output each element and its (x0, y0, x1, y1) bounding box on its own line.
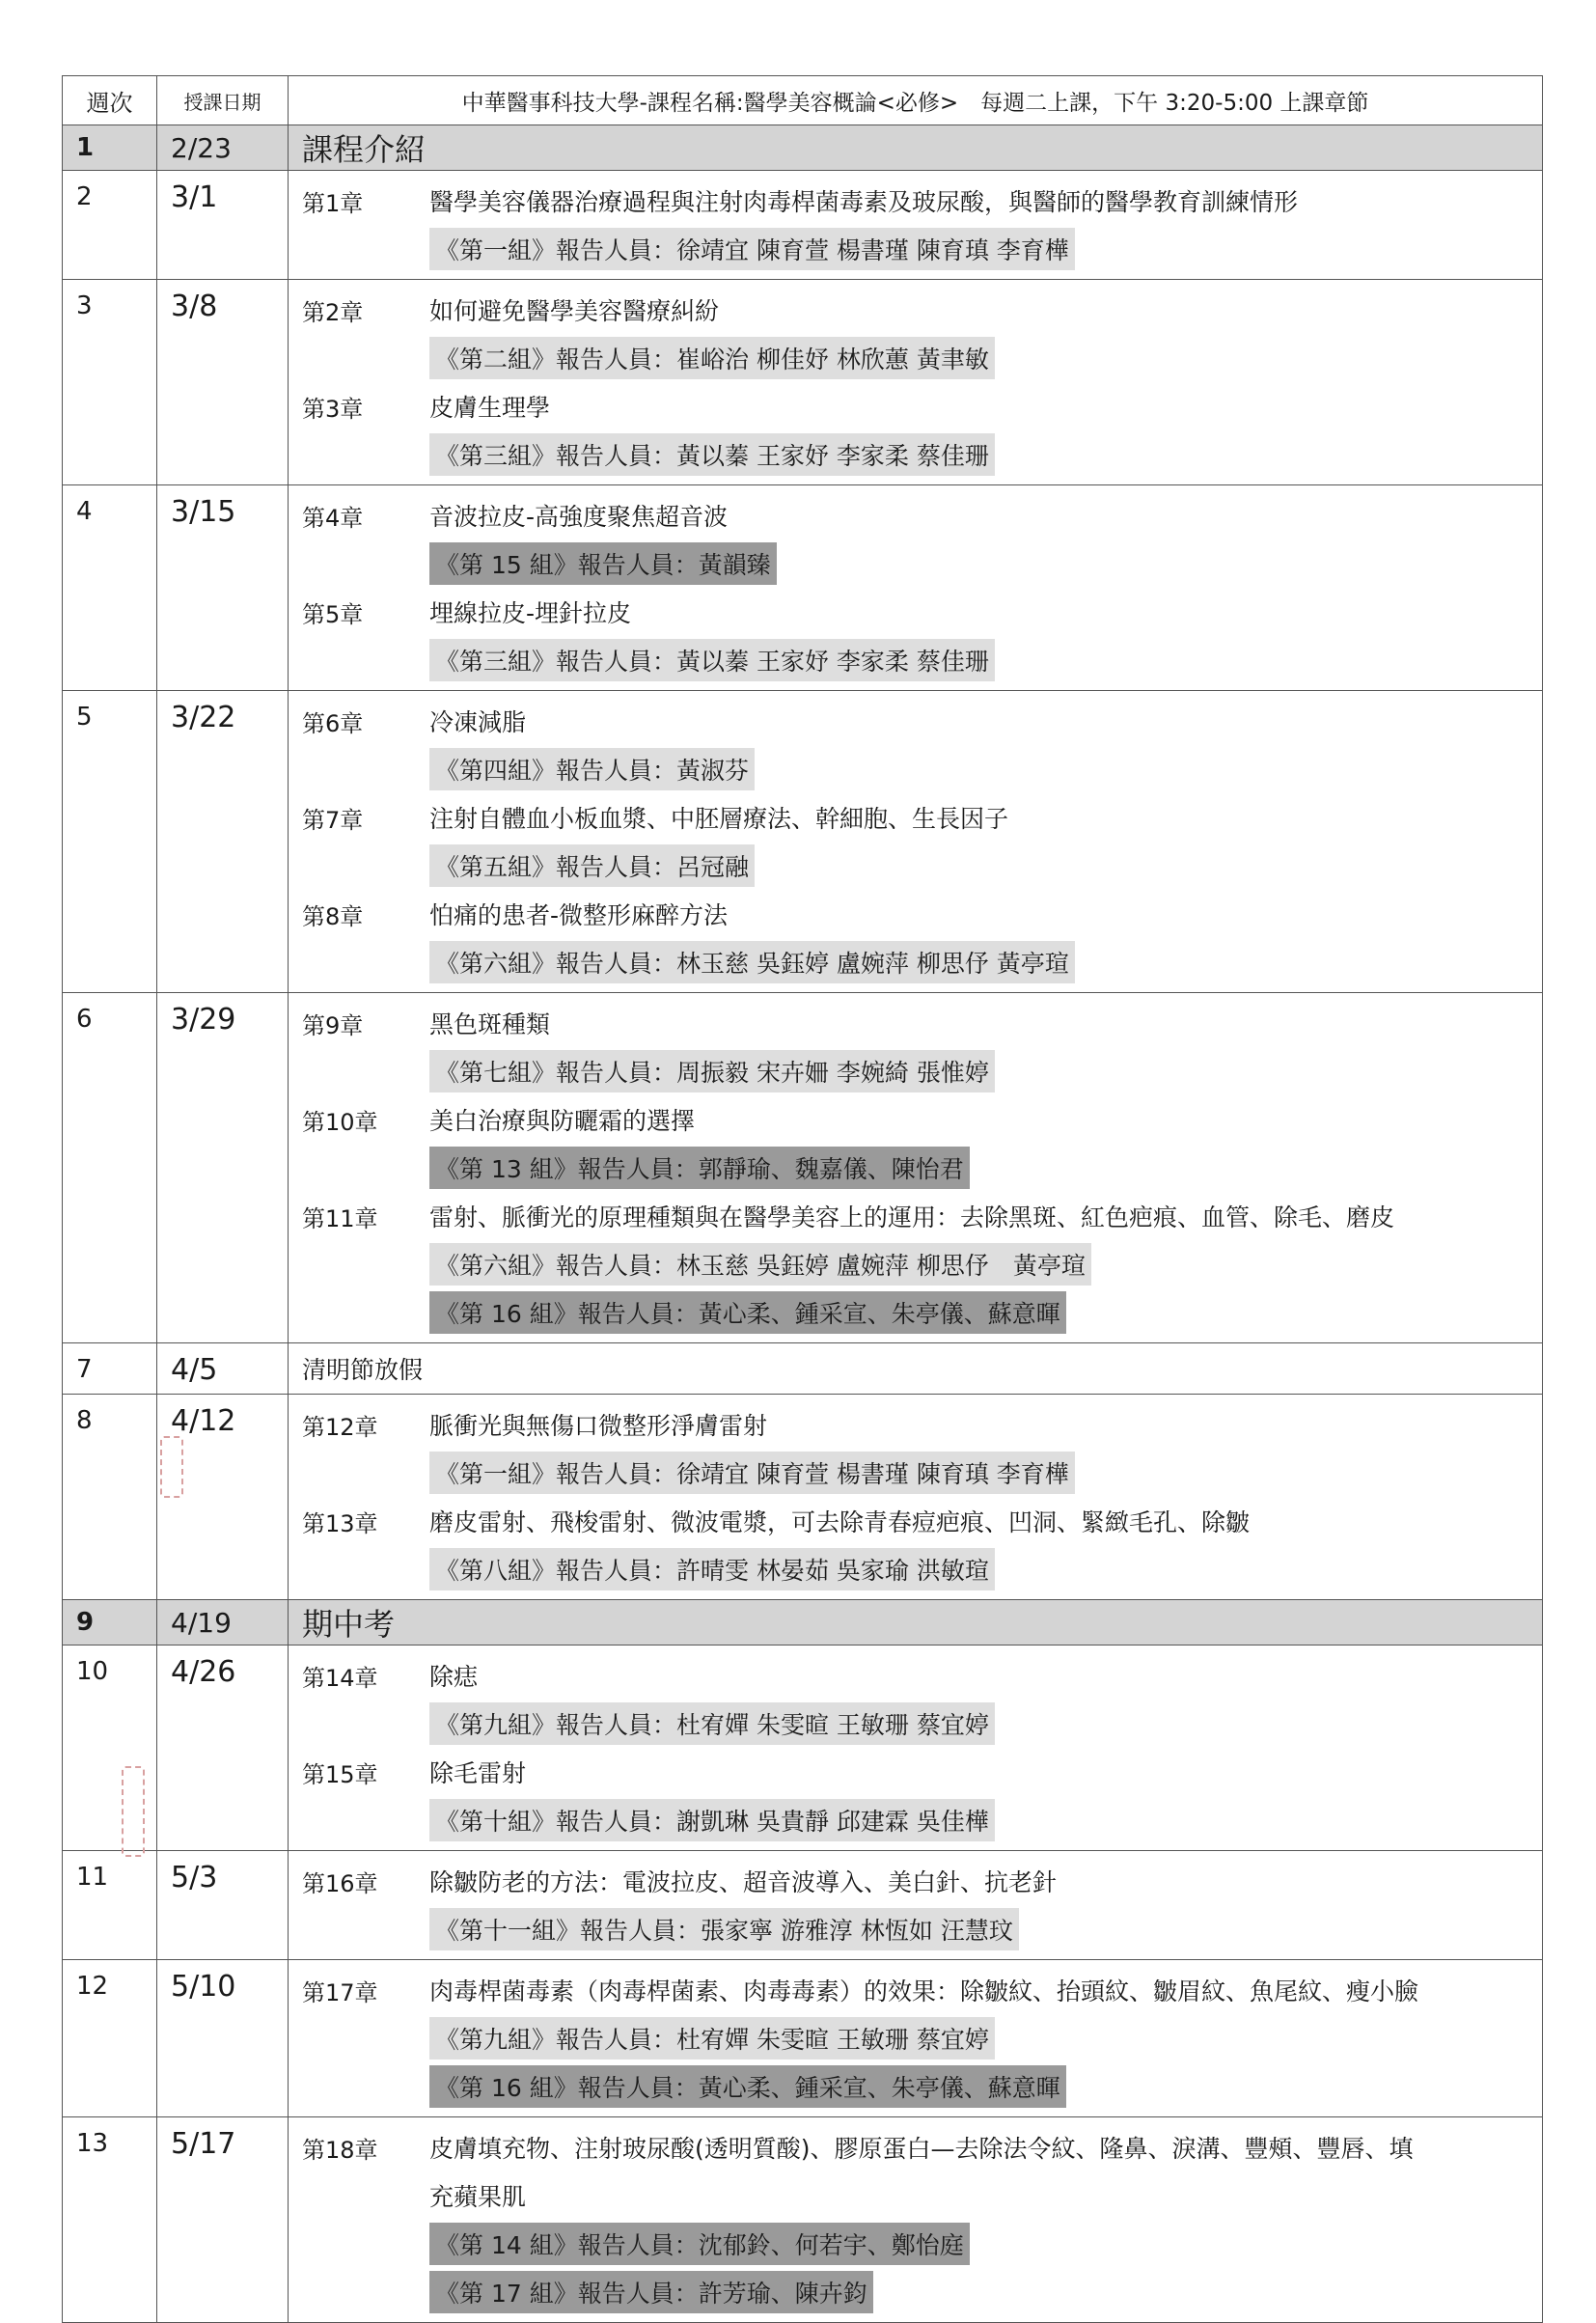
group-line (302, 842, 1532, 890)
chapter-list (289, 171, 1542, 279)
group-line (302, 1288, 1532, 1337)
chapter-topic: 注射自體血小板血漿、中胚層療法、幹細胞、生長因子 (429, 805, 1009, 833)
chapter-line (302, 1400, 1532, 1449)
session-content (289, 280, 1543, 485)
session-content (289, 993, 1543, 1343)
chapter-label: 第13章 (302, 1509, 378, 1537)
chapter-line (302, 890, 1532, 938)
group-presenters: 《第五組》報告人員：呂冠融 (429, 844, 755, 887)
group-line (302, 636, 1532, 684)
chapter-line (302, 2123, 1532, 2171)
group-presenters: 《第 16 組》報告人員：黃心柔、鍾采宣、朱亭儀、蘇意暉 (429, 1291, 1066, 1334)
class-date: 3/29 (157, 993, 289, 1343)
chapter-label: 第10章 (302, 1108, 378, 1136)
week-number: 3 (63, 280, 157, 485)
class-date: 3/22 (157, 691, 289, 993)
week-number (63, 125, 157, 171)
group-presenters: 《第三組》報告人員：黃以蓁 王家妤 李家柔 蔡佳珊 (429, 433, 995, 476)
chapter-line (302, 286, 1532, 334)
chapter-line (302, 1497, 1532, 1545)
week-number: 4 (63, 485, 157, 691)
session-title (289, 1600, 1543, 1645)
chapter-topic: 怕痛的患者-微整形麻醉方法 (429, 901, 729, 929)
chapter-line (302, 382, 1532, 430)
group-line (302, 2014, 1532, 2062)
chapter-list (289, 2117, 1542, 2322)
group-line (302, 1700, 1532, 1748)
class-date: 3/8 (157, 280, 289, 485)
chapter-line (302, 177, 1532, 225)
session-content (289, 485, 1543, 691)
week-number: 13 (63, 2117, 157, 2323)
chapter-topic: 肉毒桿菌毒素（肉毒桿菌素、肉毒毒素）的效果：除皺紋、抬頭紋、皺眉紋、魚尾紋、瘦小臉 (429, 1977, 1419, 2005)
chapter-label: 第2章 (302, 298, 364, 326)
schedule-sheet (62, 75, 1542, 2323)
group-presenters: 《第一組》報告人員：徐靖宜 陳育萱 楊書瑾 陳育瑱 李育樺 (429, 1452, 1075, 1494)
group-presenters: 《第 13 組》報告人員：郭靜瑜、魏嘉儀、陳怡君 (429, 1147, 970, 1189)
class-date (157, 1600, 289, 1645)
schedule-row (63, 2117, 1543, 2323)
schedule-row (63, 1600, 1543, 1645)
group-line (302, 225, 1532, 273)
chapter-line (302, 1748, 1532, 1796)
session-content (289, 2117, 1543, 2323)
class-date: 5/10 (157, 1960, 289, 2117)
chapter-line (302, 793, 1532, 842)
group-presenters: 《第一組》報告人員：徐靖宜 陳育萱 楊書瑾 陳育瑱 李育樺 (429, 228, 1075, 270)
chapter-label: 第5章 (302, 600, 364, 628)
chapter-topic: 埋線拉皮-埋針拉皮 (429, 599, 632, 627)
chapter-line (302, 1966, 1532, 2014)
chapter-topic: 除皺防老的方法：電波拉皮、超音波導入、美白針、抗老針 (429, 1868, 1058, 1896)
header-course-title: 中華醫事科技大學-課程名稱:醫學美容概論<必修> 每週二上課，下午 3:20-5:00 上課章節 (289, 76, 1543, 125)
group-line (302, 539, 1532, 588)
class-date-text: 4/19 (171, 1606, 232, 1639)
class-date (157, 125, 289, 171)
week-number: 10 (63, 1645, 157, 1851)
group-line (302, 334, 1532, 382)
group-line (302, 938, 1532, 986)
group-presenters: 《第 15 組》報告人員：黃韻臻 (429, 542, 777, 585)
group-presenters: 《第八組》報告人員：許晴雯 林晏茹 吳家瑜 洪敏瑄 (429, 1548, 995, 1590)
session-content (289, 1851, 1543, 1960)
group-presenters: 《第六組》報告人員：林玉慈 吳鈺婷 盧婉萍 柳思伃 黃亭瑄 (429, 941, 1075, 983)
group-presenters: 《第四組》報告人員：黃淑芬 (429, 748, 755, 790)
session-content (289, 1645, 1543, 1851)
chapter-line (302, 1192, 1532, 1240)
group-line (302, 1545, 1532, 1593)
header-row (63, 76, 1543, 125)
chapter-label: 第9章 (302, 1011, 364, 1039)
session-content (289, 691, 1543, 993)
chapter-topic: 黑色斑種類 (429, 1010, 551, 1038)
group-presenters: 《第六組》報告人員：林玉慈 吳鈺婷 盧婉萍 柳思伃 黃亭瑄 (429, 1243, 1091, 1286)
class-date: 5/3 (157, 1851, 289, 1960)
chapter-topic: 如何避免醫學美容醫療糾紛 (429, 297, 720, 325)
chapter-topic-continued: 充蘋果肌 (429, 2183, 527, 2211)
class-date: 3/1 (157, 171, 289, 280)
session-title-text: 期中考 (302, 1606, 396, 1643)
schedule-row (63, 1395, 1543, 1600)
schedule-row (63, 1645, 1543, 1851)
session-content (289, 1960, 1543, 2117)
group-presenters: 《第九組》報告人員：杜宥嬋 朱雯暄 王敏珊 蔡宜婷 (429, 1702, 995, 1745)
schedule-row (63, 125, 1543, 171)
schedule-row (63, 993, 1543, 1343)
schedule-row (63, 280, 1543, 485)
week-number: 6 (63, 993, 157, 1343)
week-number (63, 1600, 157, 1645)
chapter-line (302, 1095, 1532, 1144)
group-line (302, 2062, 1532, 2111)
group-presenters: 《第十組》報告人員：謝凱琳 吳貴靜 邱建霖 吳佳樺 (429, 1799, 995, 1841)
week-number-text: 9 (76, 1608, 95, 1637)
class-date: 4/5 (157, 1343, 289, 1395)
group-presenters: 《第 16 組》報告人員：黃心柔、鍾采宣、朱亭儀、蘇意暉 (429, 2065, 1066, 2108)
week-number: 7 (63, 1343, 157, 1395)
chapter-list (289, 280, 1542, 484)
chapter-line-continued (302, 2171, 1532, 2220)
session-title (289, 125, 1543, 171)
week-number: 5 (63, 691, 157, 993)
week-number: 2 (63, 171, 157, 280)
chapter-label: 第4章 (302, 504, 364, 532)
chapter-label: 第15章 (302, 1760, 378, 1788)
chapter-list (289, 1851, 1542, 1959)
schedule-row (63, 691, 1543, 993)
session-content (289, 1395, 1543, 1600)
chapter-list (289, 1645, 1542, 1850)
group-line (302, 745, 1532, 793)
week-number: 8 (63, 1395, 157, 1600)
schedule-row (63, 171, 1543, 280)
chapter-topic: 雷射、脈衝光的原理種類與在醫學美容上的運用：去除黑斑、紅色疤痕、血管、除毛、磨皮 (429, 1203, 1395, 1231)
chapter-line (302, 1651, 1532, 1700)
schedule-row (63, 485, 1543, 691)
class-date-text: 2/23 (171, 131, 232, 164)
group-presenters: 《第二組》報告人員：崔峪治 柳佳妤 林欣蕙 黃聿敏 (429, 337, 995, 379)
session-title-text: 課程介紹 (302, 131, 427, 168)
session-content (289, 171, 1543, 280)
group-presenters: 《第十一組》報告人員：張家寧 游雅淳 林恆如 汪慧玟 (429, 1908, 1019, 1950)
week-number: 12 (63, 1960, 157, 2117)
chapter-label: 第3章 (302, 395, 364, 423)
group-presenters: 《第九組》報告人員：杜宥嬋 朱雯暄 王敏珊 蔡宜婷 (429, 2017, 995, 2060)
chapter-list (289, 1960, 1542, 2116)
chapter-line (302, 1857, 1532, 1905)
stamp-mark (160, 1436, 183, 1498)
chapter-list (289, 485, 1542, 690)
chapter-topic: 脈衝光與無傷口微整形淨膚雷射 (429, 1412, 768, 1440)
chapter-topic: 美白治療與防曬霜的選擇 (429, 1107, 696, 1135)
group-line (302, 2268, 1532, 2316)
chapter-label: 第8章 (302, 902, 364, 930)
chapter-label: 第16章 (302, 1869, 378, 1897)
chapter-label: 第1章 (302, 189, 364, 217)
group-line (302, 1047, 1532, 1095)
group-presenters: 《第 14 組》報告人員：沈郁鈴、何若宇、鄭怡庭 (429, 2223, 970, 2265)
chapter-label: 第18章 (302, 2136, 378, 2164)
class-date: 4/26 (157, 1645, 289, 1851)
week-number: 11 (63, 1851, 157, 1960)
chapter-line (302, 491, 1532, 539)
class-date: 3/15 (157, 485, 289, 691)
schedule-table (62, 75, 1543, 2323)
chapter-label: 第7章 (302, 806, 364, 834)
chapter-topic: 除毛雷射 (429, 1759, 527, 1787)
chapter-label: 第6章 (302, 709, 364, 737)
header-date: 授課日期 (157, 76, 289, 125)
chapter-label: 第11章 (302, 1204, 378, 1232)
group-line (302, 1144, 1532, 1192)
chapter-label: 第14章 (302, 1664, 378, 1692)
chapter-label: 第17章 (302, 1978, 378, 2006)
chapter-list (289, 993, 1542, 1342)
week-number-text: 1 (76, 133, 95, 162)
schedule-row (63, 1343, 1543, 1395)
chapter-label: 第12章 (302, 1413, 378, 1441)
chapter-topic: 皮膚填充物、注射玻尿酸(透明質酸)、膠原蛋白—去除法令紋、隆鼻、淚溝、豐頰、豐唇、填 (429, 2135, 1414, 2163)
schedule-row (63, 1851, 1543, 1960)
group-line (302, 1905, 1532, 1953)
header-week: 週次 (63, 76, 157, 125)
chapter-line (302, 697, 1532, 745)
chapter-topic: 音波拉皮-高強度聚焦超音波 (429, 503, 729, 531)
group-line (302, 1240, 1532, 1288)
chapter-topic: 除痣 (429, 1663, 479, 1691)
chapter-line (302, 588, 1532, 636)
chapter-line (302, 999, 1532, 1047)
session-content (289, 1343, 1543, 1395)
group-presenters: 《第七組》報告人員：周振毅 宋卉姍 李婉綺 張惟婷 (429, 1050, 995, 1092)
chapter-topic: 皮膚生理學 (429, 394, 551, 422)
class-date: 5/17 (157, 2117, 289, 2323)
chapter-list (289, 1395, 1542, 1599)
chapter-topic: 磨皮雷射、飛梭雷射、微波電漿，可去除青春痘疤痕、凹洞、緊緻毛孔、除皺 (429, 1508, 1251, 1536)
chapter-list (289, 691, 1542, 992)
group-line (302, 2220, 1532, 2268)
group-line (302, 430, 1532, 479)
group-presenters: 《第 17 組》報告人員：許芳瑜、陳卉鈞 (429, 2271, 873, 2313)
session-note: 清明節放假 (302, 1356, 424, 1384)
class-date: 4/12 (157, 1395, 289, 1600)
schedule-row (63, 1960, 1543, 2117)
group-line (302, 1796, 1532, 1844)
stamp-mark (122, 1766, 145, 1857)
group-presenters: 《第三組》報告人員：黃以蓁 王家妤 李家柔 蔡佳珊 (429, 639, 995, 681)
chapter-topic: 醫學美容儀器治療過程與注射肉毒桿菌毒素及玻尿酸，與醫師的醫學教育訓練情形 (429, 188, 1299, 216)
chapter-topic: 冷凍減脂 (429, 708, 527, 736)
group-line (302, 1449, 1532, 1497)
